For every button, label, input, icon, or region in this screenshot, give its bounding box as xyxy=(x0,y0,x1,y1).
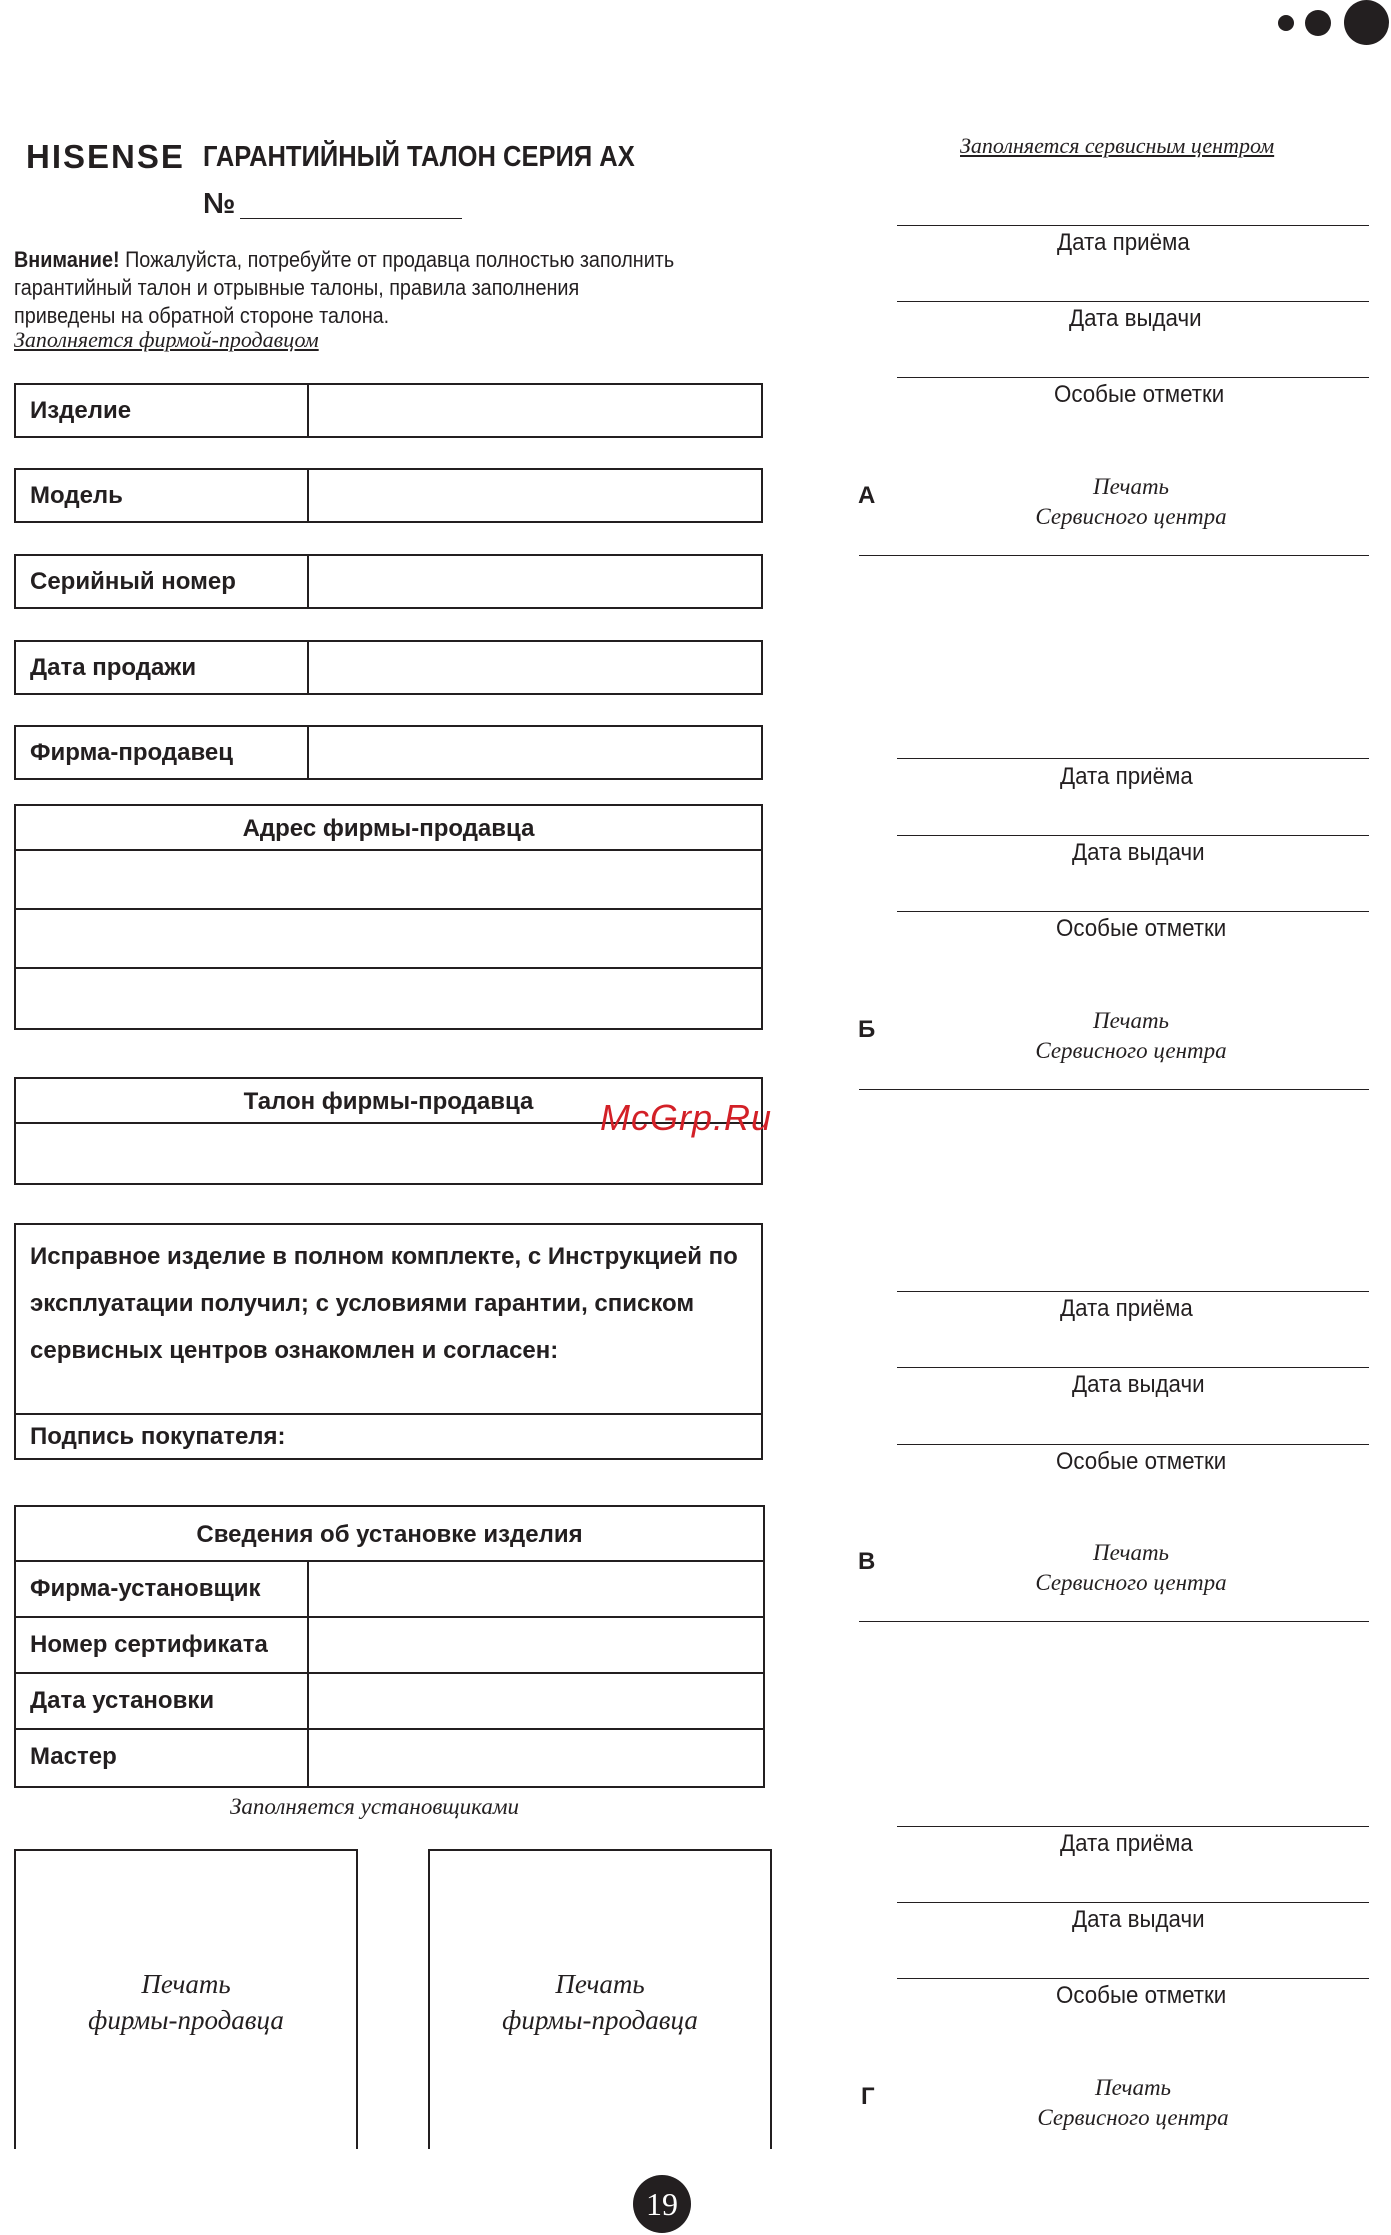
service-line xyxy=(897,835,1369,836)
service-line xyxy=(897,911,1369,912)
serial-row xyxy=(14,554,763,609)
service-issued-label: Дата выдачи xyxy=(1072,1906,1205,1933)
seller-address-header: Адрес фирмы-продавца xyxy=(16,806,761,851)
seller-row xyxy=(14,725,763,780)
installation-box xyxy=(14,1505,765,1788)
service-line xyxy=(897,758,1369,759)
service-stamp-line2: Сервисного центра xyxy=(1035,1038,1227,1063)
service-stamp-line2: Сервисного центра xyxy=(1035,1570,1227,1595)
seller-stamp-line2: фирмы-продавца xyxy=(502,2005,698,2035)
seller-address-line[interactable] xyxy=(16,969,761,1028)
seller-row-label: Фирма-продавец xyxy=(30,739,233,766)
page-title: ГАРАНТИЙНЫЙ ТАЛОН СЕРИЯ АХ xyxy=(203,141,635,173)
service-stamp-line1: Печать xyxy=(1094,2075,1172,2100)
certificate-row xyxy=(16,1618,763,1674)
brand-logo: HISENSE xyxy=(26,138,185,175)
service-line xyxy=(897,1367,1369,1368)
service-issued-label: Дата выдачи xyxy=(1069,305,1202,332)
service-received-label: Дата приёма xyxy=(1060,1295,1193,1322)
seller-stamp-line2: фирмы-продавца xyxy=(88,2005,284,2035)
service-line xyxy=(897,1444,1369,1445)
section-letter: Б xyxy=(858,1016,876,1043)
page-number: 19 xyxy=(633,2175,691,2233)
service-notes-label: Особые отметки xyxy=(1054,381,1225,408)
attention-text: Пожалуйста, потребуйте от продавца полностью заполнить гарантийный талон и отрывные талоны, правила заполнения приведены на обратной стороне талона. xyxy=(14,247,675,328)
row-divider xyxy=(307,1618,309,1672)
row-divider xyxy=(307,385,309,436)
seller-address-line[interactable] xyxy=(16,910,761,969)
row-divider xyxy=(307,1562,309,1616)
service-line xyxy=(897,301,1369,302)
seller-stamp-line1: Печать xyxy=(141,1969,231,1999)
section-separator xyxy=(859,1089,1369,1090)
number-field[interactable] xyxy=(240,218,462,219)
service-line xyxy=(897,1826,1369,1827)
service-line xyxy=(897,1902,1369,1903)
row-divider xyxy=(307,1730,309,1786)
service-line xyxy=(897,1291,1369,1292)
service-stamp-line1: Печать xyxy=(1092,474,1170,499)
seller-address-box xyxy=(14,804,763,1030)
service-issued-label: Дата выдачи xyxy=(1072,1371,1205,1398)
number-label: № xyxy=(203,188,236,220)
fill-note-installers: Заполняется установщиками xyxy=(230,1794,520,1819)
decor-dot-medium xyxy=(1305,10,1331,36)
attention-bold: Внимание! xyxy=(14,247,120,272)
service-stamp xyxy=(981,1006,1281,1066)
certificate-row-label: Номер сертификата xyxy=(30,1631,268,1658)
master-row-label: Мастер xyxy=(30,1743,117,1770)
seller-stamp-text xyxy=(430,1966,770,2038)
service-stamp xyxy=(981,1538,1281,1598)
decor-dot-large xyxy=(1344,0,1389,45)
service-stamp-line1: Печать xyxy=(1092,1008,1170,1033)
row-divider xyxy=(307,1674,309,1728)
service-stamp-line1: Печать xyxy=(1092,1540,1170,1565)
decor-dot-small xyxy=(1278,15,1294,31)
service-stamp-line2: Сервисного центра xyxy=(1037,2105,1229,2130)
row-divider xyxy=(307,470,309,521)
sale-date-row xyxy=(14,640,763,695)
service-notes-label: Особые отметки xyxy=(1056,1982,1227,2009)
section-separator xyxy=(859,555,1369,556)
seller-stamp-box xyxy=(428,1849,772,2149)
service-line xyxy=(897,225,1369,226)
seller-stamp-box xyxy=(14,1849,358,2149)
install-date-row-label: Дата установки xyxy=(30,1687,215,1714)
sale-date-row-label: Дата продажи xyxy=(30,654,197,681)
section-letter: Г xyxy=(861,2083,875,2110)
model-row xyxy=(14,468,763,523)
seller-coupon-header: Талон фирмы-продавца xyxy=(16,1079,761,1124)
installation-header: Сведения об установке изделия xyxy=(16,1507,763,1562)
watermark: McGrp.Ru xyxy=(600,1097,773,1138)
row-divider xyxy=(307,556,309,607)
section-separator xyxy=(859,1621,1369,1622)
service-issued-label: Дата выдачи xyxy=(1072,839,1205,866)
service-line xyxy=(897,377,1369,378)
buyer-agreement-box xyxy=(14,1223,763,1460)
service-notes-label: Особые отметки xyxy=(1056,915,1227,942)
service-notes-label: Особые отметки xyxy=(1056,1448,1227,1475)
attention-note xyxy=(14,246,680,330)
section-letter: А xyxy=(858,482,876,509)
seller-stamp-text xyxy=(16,1966,356,2038)
fill-note-seller: Заполняется фирмой-продавцом xyxy=(14,327,319,352)
fill-note-service: Заполняется сервисным центром xyxy=(960,133,1275,158)
seller-stamp-line1: Печать xyxy=(555,1969,645,1999)
master-row xyxy=(16,1730,763,1786)
service-stamp-line2: Сервисного центра xyxy=(1035,504,1227,529)
installer-row-label: Фирма-установщик xyxy=(30,1575,261,1602)
section-letter: В xyxy=(858,1548,876,1575)
row-divider xyxy=(307,642,309,693)
signature-label: Подпись покупателя: xyxy=(30,1423,286,1450)
model-row-label: Модель xyxy=(30,482,123,509)
service-received-label: Дата приёма xyxy=(1057,229,1190,256)
row-divider xyxy=(307,727,309,778)
agreement-text: Исправное изделие в полном комплекте, с Инструкцией по эксплуатации получил; с условиями гарантии, списком сервисных центров ознакомлен и согласен: xyxy=(30,1243,738,1364)
seller-address-line[interactable] xyxy=(16,851,761,910)
product-row xyxy=(14,383,763,438)
installer-row xyxy=(16,1562,763,1618)
service-line xyxy=(897,1978,1369,1979)
service-stamp xyxy=(981,472,1281,532)
service-received-label: Дата приёма xyxy=(1060,1830,1193,1857)
service-received-label: Дата приёма xyxy=(1060,763,1193,790)
serial-row-label: Серийный номер xyxy=(30,568,236,595)
install-date-row xyxy=(16,1674,763,1730)
product-row-label: Изделие xyxy=(30,397,132,424)
service-stamp xyxy=(983,2073,1283,2133)
